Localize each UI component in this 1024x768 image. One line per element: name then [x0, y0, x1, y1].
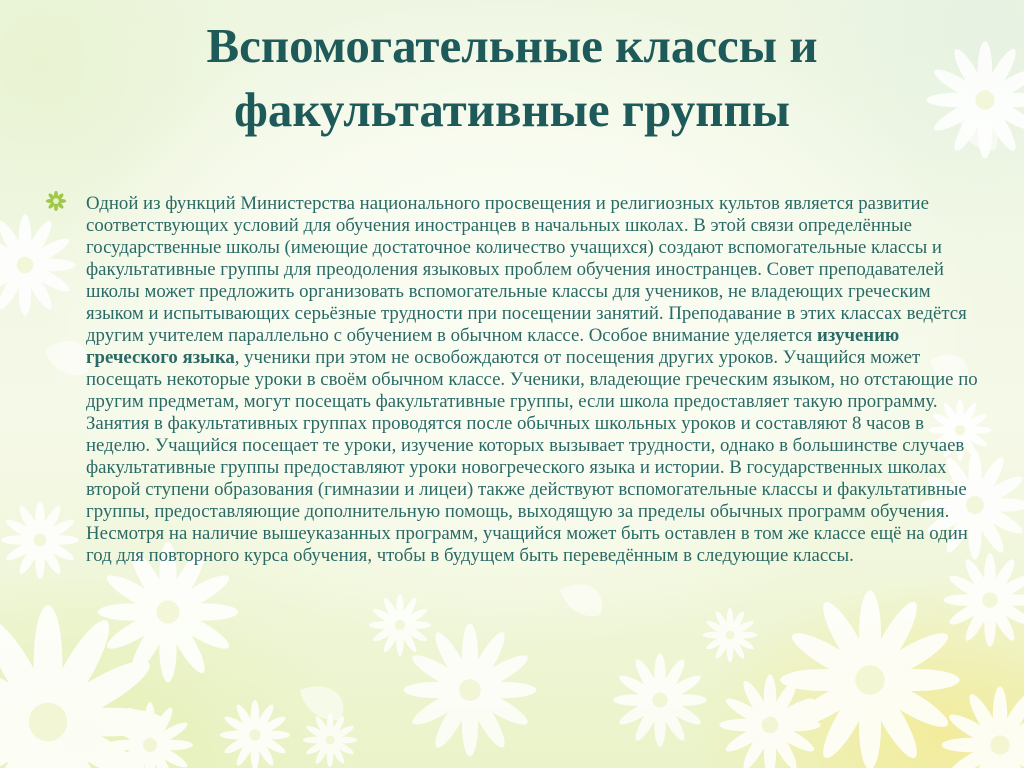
slide-title-line-1: Вспомогательные классы и	[206, 18, 818, 73]
flower-bullet-icon	[45, 190, 67, 212]
body-text-part-2: , ученики при этом не освобождаются от посещения других уроков. Учащийся может посещать некоторые уроки в своём обычном классе. Ученики, владеющие греческим языком, но отстающие по другим предметам, могут посещать факультативные группы, если школа предоставляет такую программу. Занятия в факультативных группах проводятся после обычных школьных уроков и составляют 8 часов в неделю. Учащийся посещает те уроки, изучение которых вызывает трудности, однако в большинстве случаев факультативные группы предоставляют уроки новогреческого языка и истории. В государственных школах второй ступени образования (гимназии и лицеи) также действуют вспомогательные классы и факультативные группы, предоставляющие дополнительную помощь, выходящую за пределы обычных программ обучения. Несмотря на наличие вышеуказанных программ, учащийся может быть оставлен в том же классе ещё на один год для повторного курса обучения, чтобы в будущем быть переведённым в следующие классы.	[86, 347, 978, 566]
body-paragraph	[86, 193, 981, 567]
body-text-emphasis: изучению греческого языка	[86, 325, 900, 368]
slide-title	[60, 14, 964, 142]
body-text-part-1: Одной из функций Министерства национального просвещения и религиозных культов является развитие соответствующих условий для обучения иностранцев в начальных школах. В этой связи определённые государственные школы (имеющие достаточное количество учащихся) создают вспомогательные классы и факультативные группы для преодоления языковых проблем обучения иностранцев. Совет преподавателей школы может предложить организовать вспомогательные классы для учеников, не владеющих греческим языком и испытывающих серьёзные трудности при посещении занятий. Преподавание в этих классах ведётся другим учителем параллельно с обучением в обычном классе. Особое внимание уделяется	[86, 193, 967, 346]
slide-title-line-2: факультативные группы	[234, 82, 790, 137]
